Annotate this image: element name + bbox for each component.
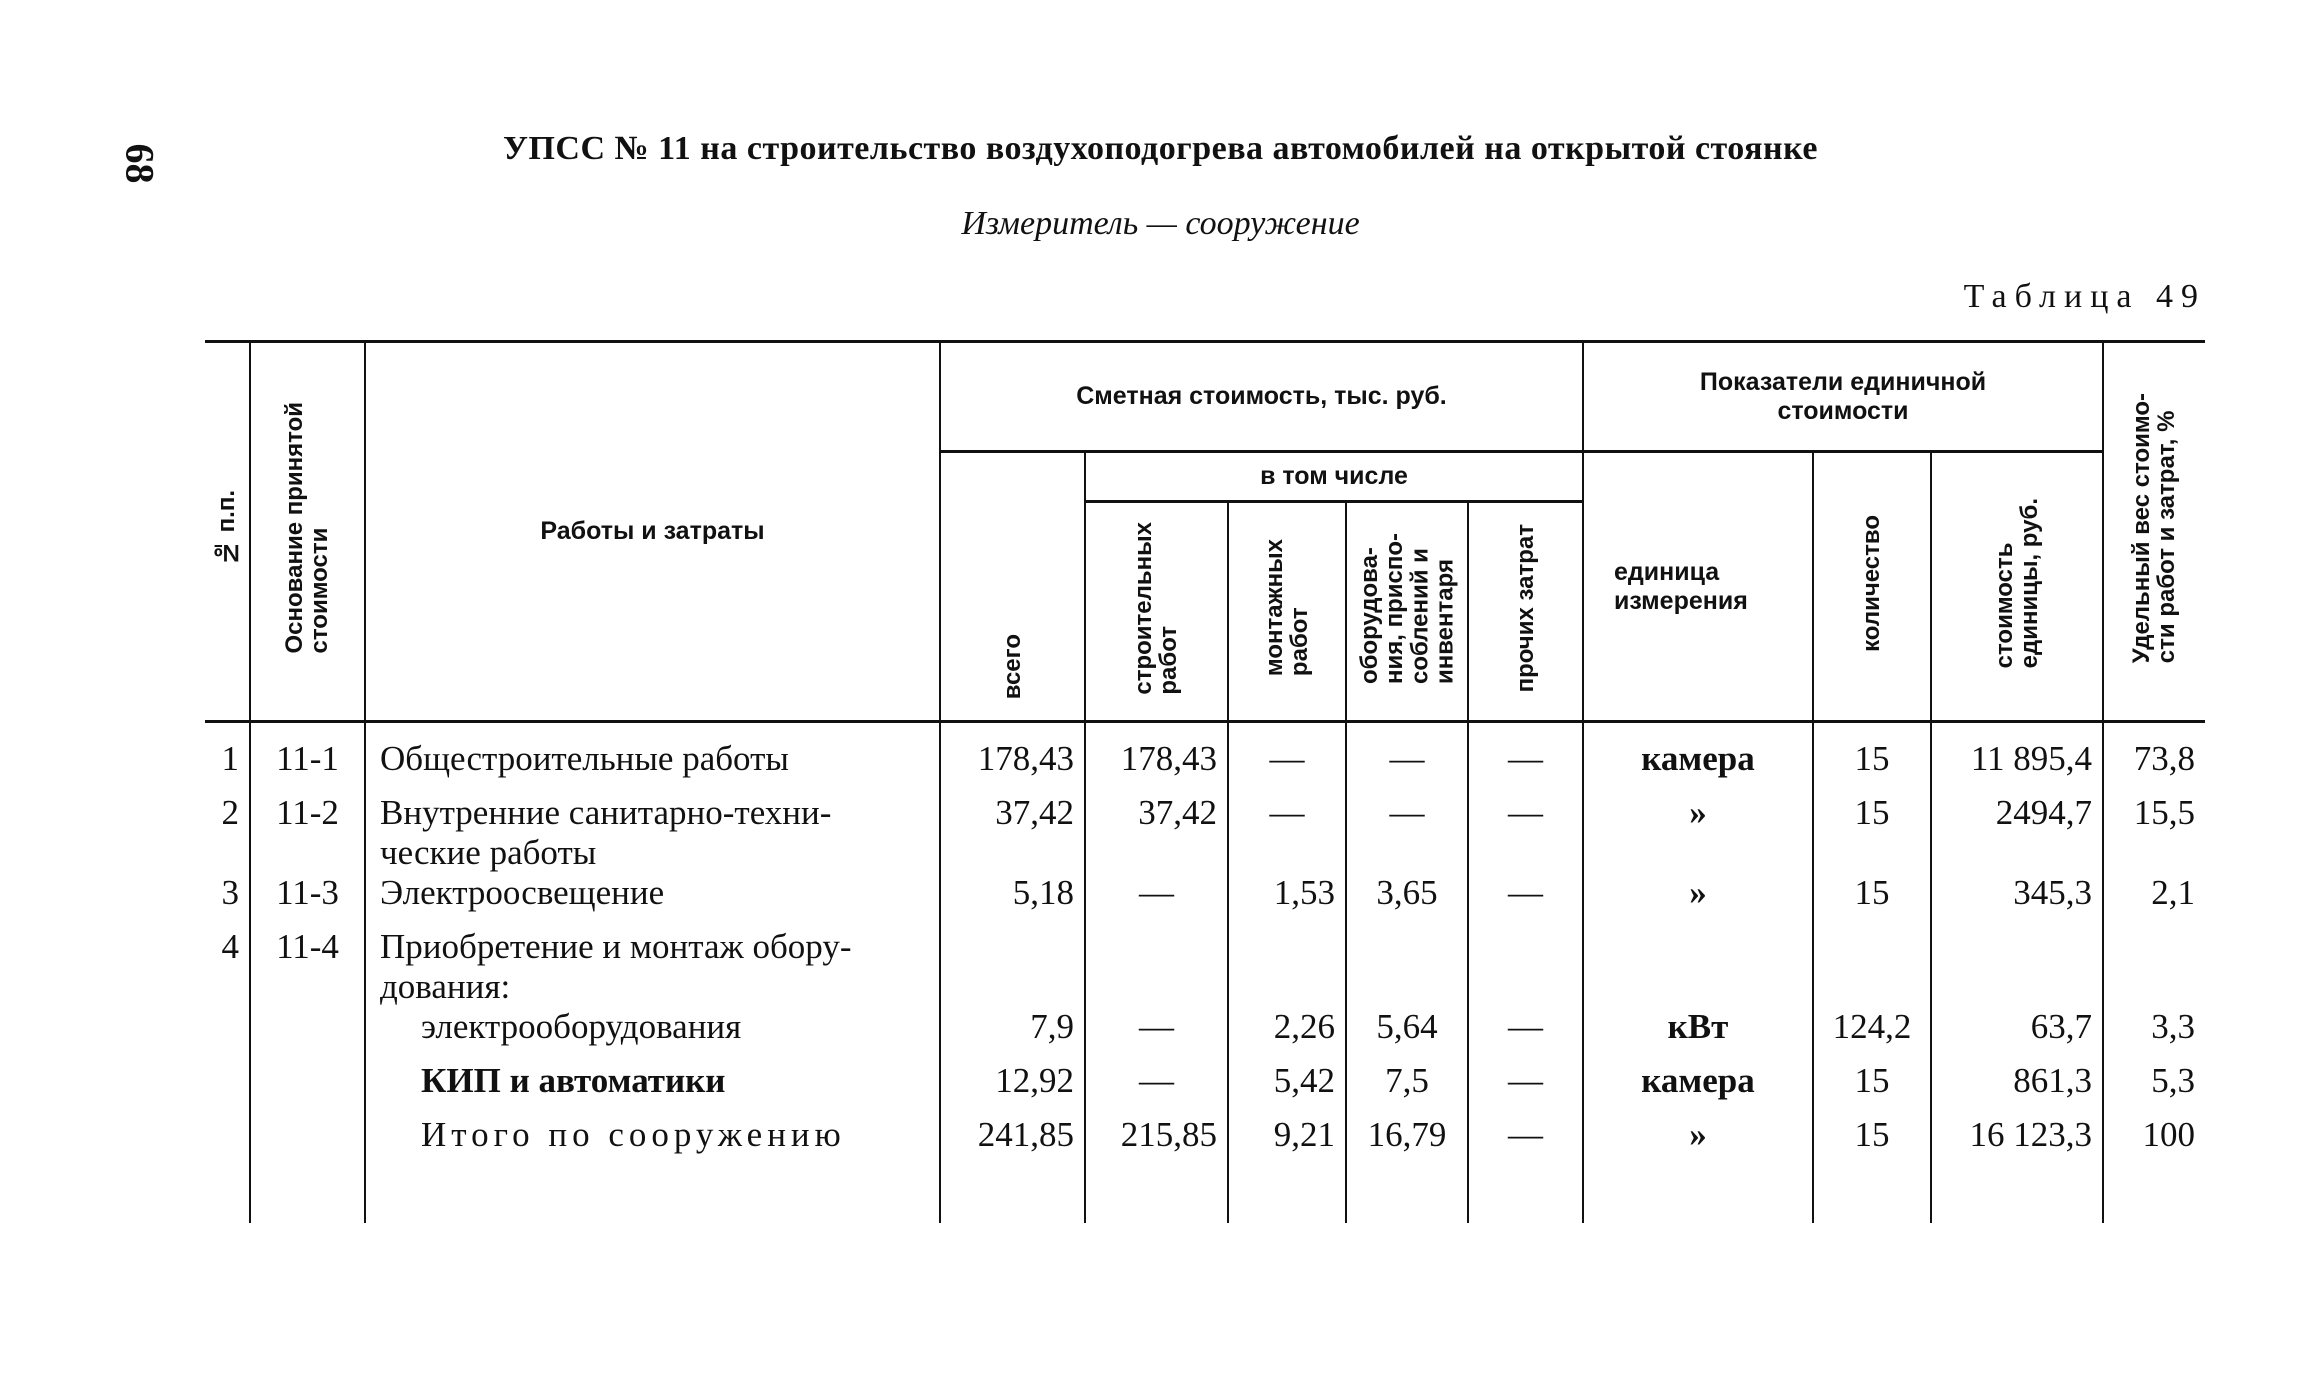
row-unit-cost: 63,7	[1931, 1007, 2103, 1061]
row-unit-cost: 11 895,4	[1931, 722, 2103, 794]
row-share: 15,5	[2103, 793, 2205, 873]
header-installation: монтажных работ	[1228, 502, 1346, 722]
header-num: № п.п.	[205, 342, 250, 722]
row-total: 178,43	[940, 722, 1085, 794]
row-basis	[250, 1061, 365, 1115]
row-quantity: 124,2	[1813, 1007, 1931, 1061]
row-total	[940, 927, 1085, 1007]
row-works: Электроосвещение	[365, 873, 940, 927]
row-construction: —	[1085, 1007, 1228, 1061]
row-installation: —	[1228, 722, 1346, 794]
header-unit: единица измерения	[1583, 452, 1813, 722]
row-construction: 37,42	[1085, 793, 1228, 873]
row-installation: 9,21	[1228, 1115, 1346, 1169]
row-construction: —	[1085, 873, 1228, 927]
header-share: Удельный вес стоимо- сти работ и затрат, %	[2103, 342, 2205, 722]
row-equipment: 7,5	[1346, 1061, 1468, 1115]
row-num	[205, 1061, 250, 1115]
row-installation: —	[1228, 793, 1346, 873]
header-total: всего	[940, 452, 1085, 722]
row-equipment: 3,65	[1346, 873, 1468, 927]
row-other: —	[1468, 722, 1583, 794]
row-total: 12,92	[940, 1061, 1085, 1115]
row-equipment: 16,79	[1346, 1115, 1468, 1169]
row-basis	[250, 1115, 365, 1169]
row-share: 3,3	[2103, 1007, 2205, 1061]
document-subtitle: Измеритель — сооружение	[961, 205, 1360, 242]
header-construction: строительных работ	[1085, 502, 1228, 722]
row-quantity	[1813, 927, 1931, 1007]
row-basis	[250, 1007, 365, 1061]
row-unit: камера	[1583, 722, 1813, 794]
row-unit	[1583, 927, 1813, 1007]
row-works: Итого по сооружению	[365, 1115, 940, 1169]
row-num	[205, 1115, 250, 1169]
row-other: —	[1468, 1007, 1583, 1061]
row-installation: 5,42	[1228, 1061, 1346, 1115]
row-construction: —	[1085, 1061, 1228, 1115]
row-other: —	[1468, 1115, 1583, 1169]
row-num: 1	[221, 739, 239, 778]
table-row	[205, 1115, 2205, 1169]
row-equipment: —	[1346, 793, 1468, 873]
row-installation	[1228, 927, 1346, 1007]
row-other: —	[1468, 793, 1583, 873]
table-row	[205, 722, 2205, 794]
row-quantity: 15	[1813, 1061, 1931, 1115]
row-construction	[1085, 927, 1228, 1007]
row-unit: камера	[1583, 1061, 1813, 1115]
header-estimate-group: Сметная стоимость, тыс. руб.	[940, 342, 1583, 452]
row-construction: 215,85	[1085, 1115, 1228, 1169]
row-unit-cost: 2494,7	[1931, 793, 2103, 873]
table-row	[205, 873, 2205, 927]
row-total: 37,42	[940, 793, 1085, 873]
row-basis: 11-3	[250, 873, 365, 927]
row-share: 73,8	[2103, 722, 2205, 794]
row-other: —	[1468, 1061, 1583, 1115]
row-basis: 11-4	[250, 927, 365, 1007]
header-unit-cost: стоимость единицы, руб.	[1931, 452, 2103, 722]
row-unit-cost: 16 123,3	[1931, 1115, 2103, 1169]
row-unit: кВт	[1583, 1007, 1813, 1061]
header-equipment: оборудова- ния, приспо- соблений и инвентаря	[1346, 502, 1468, 722]
header-including: в том числе	[1085, 452, 1583, 502]
table-label: Таблица 49	[1963, 278, 2206, 315]
header-unit-group: Показатели единичной стоимости	[1583, 342, 2103, 452]
row-other	[1468, 927, 1583, 1007]
row-works: Общестроительные работы	[365, 722, 940, 794]
row-num: 4	[221, 927, 239, 966]
row-works: электрооборудования	[365, 1007, 940, 1061]
table-row	[205, 793, 2205, 873]
table-row	[205, 927, 2205, 1007]
header-quantity: количество	[1813, 452, 1931, 722]
row-works: КИП и автоматики	[365, 1061, 940, 1115]
table-row	[205, 1007, 2205, 1061]
row-num	[205, 1007, 250, 1061]
row-total: 5,18	[940, 873, 1085, 927]
row-share	[2103, 927, 2205, 1007]
table-body	[205, 722, 2205, 1224]
document-title: УПСС № 11 на строительство воздухоподогрева автомобилей на открытой стоянке	[503, 130, 1818, 167]
row-installation: 1,53	[1228, 873, 1346, 927]
row-basis: 11-1	[250, 722, 365, 794]
row-other: —	[1468, 873, 1583, 927]
row-equipment: 5,64	[1346, 1007, 1468, 1061]
row-num: 2	[221, 793, 239, 832]
row-equipment: —	[1346, 722, 1468, 794]
table-filler-row	[205, 1169, 2205, 1223]
row-unit-cost: 345,3	[1931, 873, 2103, 927]
row-num: 3	[221, 873, 239, 912]
header-other: прочих затрат	[1468, 502, 1583, 722]
row-unit: »	[1583, 793, 1813, 873]
row-installation: 2,26	[1228, 1007, 1346, 1061]
cost-table	[205, 340, 2205, 1223]
row-share: 100	[2103, 1115, 2205, 1169]
row-unit: »	[1583, 873, 1813, 927]
row-basis: 11-2	[250, 793, 365, 873]
row-works: Внутренние санитарно-техни- ческие работы	[365, 793, 940, 873]
row-quantity: 15	[1813, 793, 1931, 873]
header-works: Работы и затраты	[365, 342, 940, 722]
header-basis: Основание принятой стоимости	[250, 342, 365, 722]
row-share: 2,1	[2103, 873, 2205, 927]
row-share: 5,3	[2103, 1061, 2205, 1115]
row-unit: »	[1583, 1115, 1813, 1169]
table-header	[205, 342, 2205, 722]
row-construction: 178,43	[1085, 722, 1228, 794]
row-unit-cost: 861,3	[1931, 1061, 2103, 1115]
row-works: Приобретение и монтаж обору- дования:	[365, 927, 940, 1007]
row-quantity: 15	[1813, 873, 1931, 927]
row-total: 241,85	[940, 1115, 1085, 1169]
row-equipment	[1346, 927, 1468, 1007]
row-total: 7,9	[940, 1007, 1085, 1061]
row-unit-cost	[1931, 927, 2103, 1007]
row-quantity: 15	[1813, 722, 1931, 794]
table-row	[205, 1061, 2205, 1115]
page-number: 68	[117, 143, 163, 184]
row-quantity: 15	[1813, 1115, 1931, 1169]
